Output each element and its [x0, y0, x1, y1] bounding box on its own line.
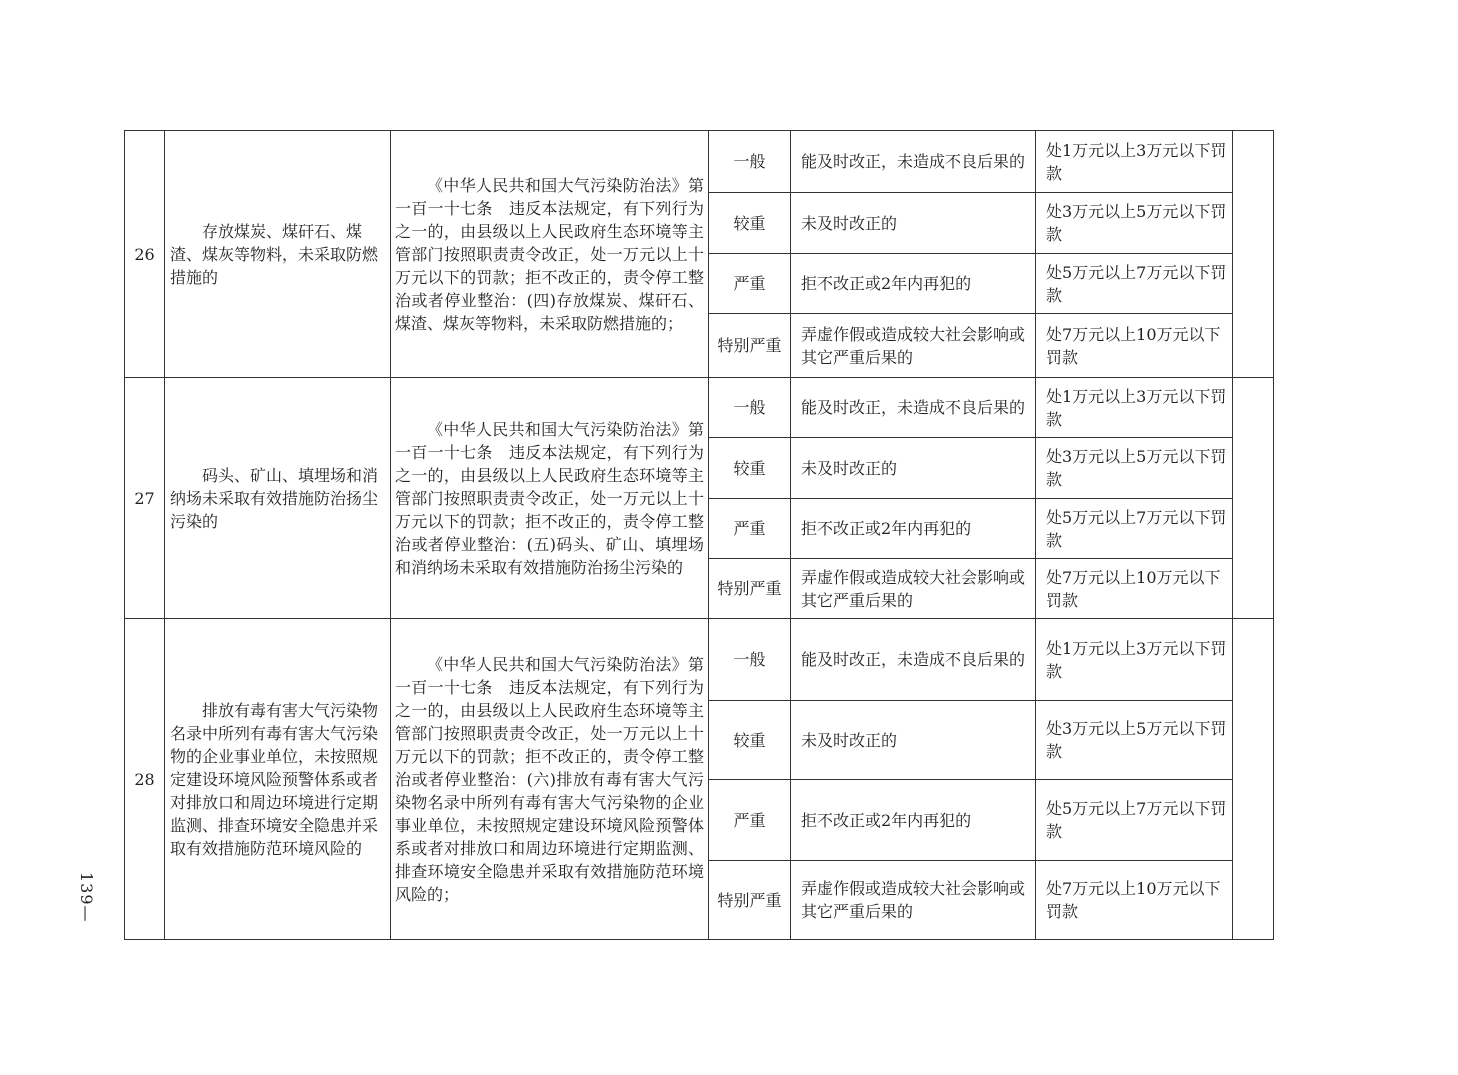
- severity-level: 严重: [709, 254, 791, 314]
- circumstance: 拒不改正或2年内再犯的: [791, 780, 1036, 861]
- table-row: [125, 131, 1274, 193]
- penalty-standard: 处7万元以上10万元以下罚款: [1036, 559, 1233, 619]
- severity-level: 一般: [709, 619, 791, 701]
- circumstance: 未及时改正的: [791, 701, 1036, 780]
- circumstance: 未及时改正的: [791, 193, 1036, 254]
- penalty-table: [124, 130, 1274, 940]
- row-number: 28: [125, 619, 165, 940]
- legal-basis: 《中华人民共和国大气污染防治法》第一百一十七条 违反本法规定，有下列行为之一的，由县级以上人民政府生态环境等主管部门按照职责责令改正，处一万元以上十万元以下的罚款；拒不改正的，责令停工整治或者停业整治：(五)码头、矿山、填埋场和消纳场未采取有效措施防治扬尘污染的: [391, 378, 709, 619]
- severity-level: 较重: [709, 701, 791, 780]
- remarks-cell: [1233, 131, 1274, 378]
- penalty-standard: 处3万元以上5万元以下罚款: [1036, 438, 1233, 499]
- severity-level: 较重: [709, 193, 791, 254]
- penalty-standard: 处1万元以上3万元以下罚款: [1036, 131, 1233, 193]
- legal-basis: 《中华人民共和国大气污染防治法》第一百一十七条 违反本法规定，有下列行为之一的，由县级以上人民政府生态环境等主管部门按照职责责令改正，处一万元以上十万元以下的罚款；拒不改正的，责令停工整治或者停业整治：(四)存放煤炭、煤矸石、煤渣、煤灰等物料，未采取防燃措施的；: [391, 131, 709, 378]
- severity-level: 严重: [709, 499, 791, 559]
- severity-level: 特别严重: [709, 314, 791, 378]
- penalty-standard: 处3万元以上5万元以下罚款: [1036, 193, 1233, 254]
- circumstance: 未及时改正的: [791, 438, 1036, 499]
- penalty-standard: 处7万元以上10万元以下罚款: [1036, 861, 1233, 940]
- penalty-standard: 处7万元以上10万元以下罚款: [1036, 314, 1233, 378]
- penalty-standard: 处5万元以上7万元以下罚款: [1036, 780, 1233, 861]
- violation-conduct: 存放煤炭、煤矸石、煤渣、煤灰等物料，未采取防燃措施的: [165, 131, 391, 378]
- penalty-standard: 处1万元以上3万元以下罚款: [1036, 619, 1233, 701]
- severity-level: 特别严重: [709, 559, 791, 619]
- violation-conduct: 码头、矿山、填埋场和消纳场未采取有效措施防治扬尘污染的: [165, 378, 391, 619]
- circumstance: 拒不改正或2年内再犯的: [791, 499, 1036, 559]
- circumstance: 能及时改正，未造成不良后果的: [791, 378, 1036, 438]
- penalty-standard: 处1万元以上3万元以下罚款: [1036, 378, 1233, 438]
- severity-level: 较重: [709, 438, 791, 499]
- table-row: [125, 619, 1274, 701]
- penalty-standard: 处5万元以上7万元以下罚款: [1036, 254, 1233, 314]
- severity-level: 一般: [709, 378, 791, 438]
- circumstance: 能及时改正，未造成不良后果的: [791, 619, 1036, 701]
- legal-basis: 《中华人民共和国大气污染防治法》第一百一十七条 违反本法规定，有下列行为之一的，由县级以上人民政府生态环境等主管部门按照职责责令改正，处一万元以上十万元以下的罚款；拒不改正的，责令停工整治或者停业整治：(六)排放有毒有害大气污染物名录中所列有毒有害大气污染物的企业事业单位，未按照规定建设环境风险预警体系或者对排放口和周边环境进行定期监测、排查环境安全隐患并采取有效措施防范环境风险的；: [391, 619, 709, 940]
- circumstance: 能及时改正，未造成不良后果的: [791, 131, 1036, 193]
- row-number: 27: [125, 378, 165, 619]
- circumstance: 弄虚作假或造成较大社会影响或其它严重后果的: [791, 861, 1036, 940]
- page-number: 139—: [77, 872, 96, 923]
- severity-level: 特别严重: [709, 861, 791, 940]
- penalty-standard: 处5万元以上7万元以下罚款: [1036, 499, 1233, 559]
- circumstance: 弄虚作假或造成较大社会影响或其它严重后果的: [791, 559, 1036, 619]
- circumstance: 拒不改正或2年内再犯的: [791, 254, 1036, 314]
- severity-level: 严重: [709, 780, 791, 861]
- row-number: 26: [125, 131, 165, 378]
- circumstance: 弄虚作假或造成较大社会影响或其它严重后果的: [791, 314, 1036, 378]
- remarks-cell: [1233, 619, 1274, 940]
- table-row: [125, 378, 1274, 438]
- penalty-standard: 处3万元以上5万元以下罚款: [1036, 701, 1233, 780]
- severity-level: 一般: [709, 131, 791, 193]
- remarks-cell: [1233, 378, 1274, 619]
- violation-conduct: 排放有毒有害大气污染物名录中所列有毒有害大气污染物的企业事业单位，未按照规定建设环境风险预警体系或者对排放口和周边环境进行定期监测、排查环境安全隐患并采取有效措施防范环境风险的: [165, 619, 391, 940]
